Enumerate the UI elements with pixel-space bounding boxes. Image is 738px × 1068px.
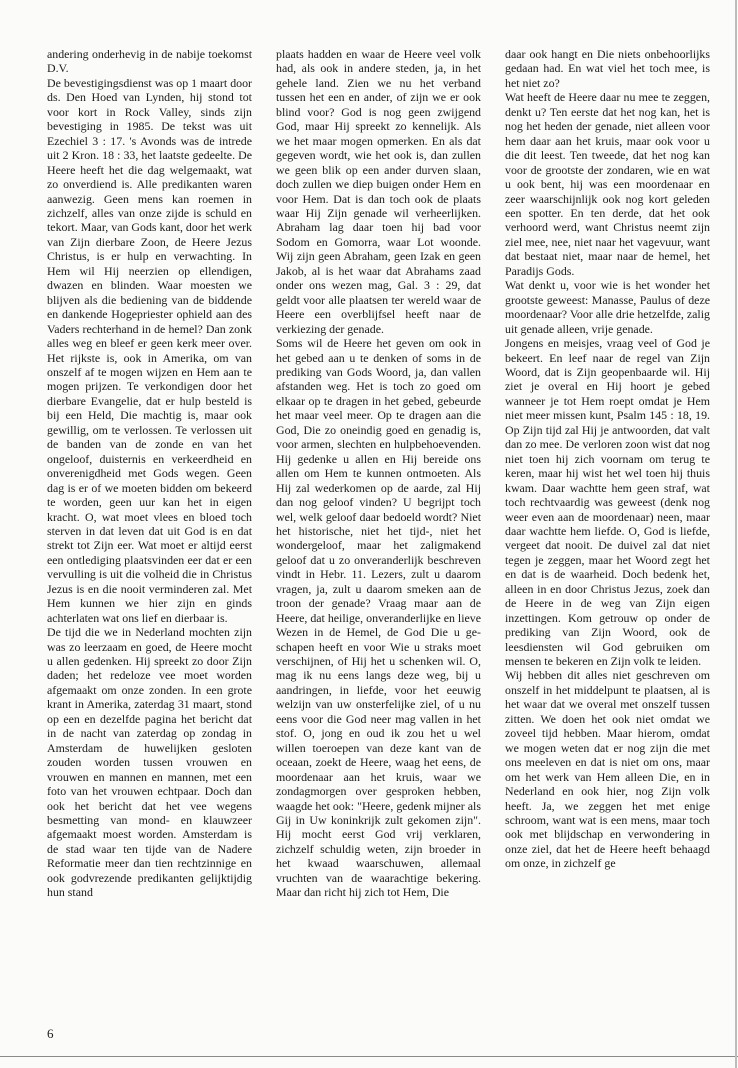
text-column-left [47,47,252,900]
paragraph: De tijd die we in Nederland mochten zijn was zo leerzaam en goed, de Heere mocht u allen gedenken. Hij spreekt zo door Zijn daden; het redeloze vee moet worden afgemaakt om onze zonden. In een grote krant in Amerika, zaterdag 31 maart, stond op een en dezelfde pagina het bericht dat in de nacht van zaterdag op zondag in Amsterdam de huwelijken gesloten zouden worden tussen vrouwen en vrouwen en mannen en mannen, met een foto van het vrouwen echtpaar. Doch dan ook het bericht dat het vee wegens besmetting van mond- en klauwzeer afgemaakt moest worden. Amsterdam is de stad waar ten tijde van de Nadere Reformatie meer dan tien rechtzinnige en ook godvrezende predikanten gelijktijdig hun stand [47,625,252,900]
text-column-right [505,47,710,871]
paragraph: Wat denkt u, voor wie is het wonder het grootste geweest: Manasse, Paulus of deze moordenaar? Voor alle drie hetzelfde, zalig uit genade alleen, vrije genade. [505,278,710,336]
paragraph: Wat heeft de Heere daar nu mee te zeggen, denkt u? Ten eerste dat het nog kan, het is nog het heden der genade, niet alleen voor hem daar aan het kruis, maar ook voor u die dit leest. Ten tweede, dat het nog kan voor de grootste der zondaren, wie en wat u ook bent, hij was een moordenaar en zeer waarschijnlijk ook nog kort geleden een spotter. En ten derde, dat het ook verhoord werd, want Christus neemt zijn ziel mee, nee, niet naar het vagevuur, want dat bestaat niet, maar naar de hemel, het Paradijs Gods. [505,90,710,278]
paragraph: De bevestigingsdienst was op 1 maart door ds. Den Hoed van Lynden, hij stond tot voor kort in Rock Valley, sinds zijn bevestiging in 1985. De tekst was uit Ezechiel 3 : 17. 's Avonds was de intrede uit 2 Kron. 18 : 33, het laatste gedeelte. De Heere heeft het die dag welgemaakt, wat zo onverdiend is. Alle predikanten waren aanwezig. Geen mens kan roemen in zichzelf, alles van onze zijde is schuld en tekort. Maar, van Gods kant, door het werk van Zijn dierbare Zoon, de Heere Jezus Christus, is er hulp en verwachting. In Hem wil Hij neerzien op ellendigen, dwazen en blinden. Waar moesten we blijven als die bediening van de biddende en dankende Hogepriester ophield aan des Vaders rechterhand in de hemel? Dan zonk alles weg en bleef er geen kerk meer over. Het rijkste is, ook in Amerika, om van onszelf af te mogen wijzen en Hem aan te mogen prijzen. Te verkondigen door het dierbare Evangelie, dat er hulp besteld is bij een Held, Die machtig is, maar ook gewillig, om te verlossen. Te verlossen uit de banden van de zonde en van het ongeloof, duisternis en verkeerdheid en onverenigdheid met Gods wegen. Geen dag is er of we moeten bidden om bekeerd te worden, geen uur kan het in eigen kracht. O, wat moet vlees en bloed toch sterven in dat leven dat uit God is en dat strekt tot Zijn eer. Wat moet er altijd eerst een ontlediging plaatsvinden eer dat er een vervulling is uit die volheid die in Christus Jezus is en die nooit verminderen zal. Met Hem kunnen we hier zijn en ginds achterlaten wat ons lief en dierbaar is. [47,75,252,625]
paragraph: Wij hebben dit alles niet geschreven om onszelf in het middelpunt te plaatsen, al is het waar dat we overal met onszelf tussen zitten. We doen het ook niet omdat we zoveel tijd hebben. Maar hierom, omdat we mogen weten dat er nog zijn die met ons meeleven en dat is niet om ons, maar om het werk van Hem alleen Die, en in Nederland en ook hier, nog Zijn volk heeft. Ja, we zeggen het met enige schroom, want wat is een mens, maar toch ook met blijdschap en verwondering in onze ziel, dat het de Heere heeft behaagd om onze, in zichzelf ge [505,668,710,871]
paragraph: daar ook hangt en Die niets onbehoorlijks gedaan had. En wat viel het toch mee, is het niet zo? [505,47,710,90]
text-column-middle [276,47,481,900]
page-number: 6 [47,1026,54,1041]
scan-edge-bottom [0,1056,738,1057]
paragraph: Soms wil de Heere het geven om ook in het gebed aan u te denken of soms in de prediking van Gods Woord, ja, dan vallen afstanden weg. Het is toch zo goed om elkaar op te dragen in het gebed, gebeurde het maar veel meer. Op te dragen aan die God, Die zo oneindig goed en genadig is, voor armen, slechten en hulpbehoevenden. Hij gedenke u allen en Hij bereide ons allen om Hem te kunnen ontmoeten. Als Hij zal wederkomen op de aarde, zal Hij dan nog geloof vinden? U begrijpt toch wel, welk geloof daar bedoeld wordt? Niet het historische, niet het tijd-, niet het wondergeloof, maar het zaligmakend geloof dat u zo onveranderlijk beschreven vindt in Hebr. 11. Lezers, zult u daarom vragen, ja, zult u daarom smeken aan de troon der genade? Vraag maar aan de Heere, dat heilige, onveranderlijke en lieve Wezen in de Hemel, de God Die u geschapen heeft en voor Wie u straks moet verschijnen, of Hij het u schenken wil. O, mag ik nu eens langs deze weg, bij u aandringen, in liefde, voor het eeuwig welzijn van uw onsterfelijke ziel, of u nu eens voor die God neer mag vallen in het stof. O, jong en oud ik zou het u wel willen toeroepen van deze kant van de oceaan, zoekt de Heere, waag het eens, de moordenaar aan het kruis, waar we zondagmorgen over gesproken hebben, waagde het ook: "Heere, gedenk mijner als Gij in Uw koninkrijk zult gekomen zijn". Hij mocht eerst God vrij verklaren, zichzelf schuldig weten, zijn broeder in het kwaad waarschuwen, allemaal vruchten van de waarachtige bekering. Maar dan richt hij zich tot Hem, Die [276,336,482,900]
scan-edge-right [735,0,737,1068]
paragraph: andering onderhevig in de nabije toekomst D.V. [47,47,252,76]
paragraph: plaats hadden en waar de Heere veel volk had, als ook in andere steden, ja, in het gehele land. Zien we nu het verband tussen het een en ander, of zijn we er ook blind voor? God is nog geen zwijgend God, maar Hij spreekt zo kennelijk. Als we het maar mogen opmerken. En als dat gegeven wordt, wie het ook is, dan zullen we geen blik op een ander durven slaan, doch zullen we diep buigen onder Hem en voor Hem. Dat is dan toch ook de plaats waar Hij Zijn genade wil verheerlijken. Abraham lag daar toen hij bad voor Sodom en Gomorra, waar Lot woonde. Wij zijn geen Abraham, geen Izak en geen Jakob, al is het waar dat Abrahams zaad onder ons wezen mag, Gal. 3 : 29, dat geldt voor alle plaatsen ter wereld waar de Heere een overblijfsel heeft naar de verkiezing der genade. [276,47,481,336]
paragraph: Jongens en meisjes, vraag veel of God je bekeert. En leef naar de regel van Zijn Woord, dat is Zijn geopenbaarde wil. Hij ziet je overal en Hij hoort je gebed wanneer je tot Hem roept omdat je Hem niet meer missen kunt, Psalm 145 : 18, 19. Op Zijn tijd zal Hij je antwoorden, dat valt dan zo mee. De verloren zoon wist dat nog niet toen hij zich voornam om terug te keren, maar hij wist het wel toen hij thuis kwam. Daar wachtte hem geen straf, wat toch rechtvaardig was geweest (denk nog weer even aan de moordenaar) neen, maar daar wachtte hem liefde. O, God is liefde, vergeet dat nooit. De duivel zal dat niet tegen je zeggen, maar het Woord zegt het en dat is de waarheid. Doch bedenk het, alleen in en door Christus Jezus, zoek dan de Heere in de weg van Zijn eigen inzettingen. Kom getrouw op onder de prediking van Zijn Woord, ook de leesdiensten wil God gebruiken om mensen te bekeren en Zijn volk te leiden. [505,336,710,669]
